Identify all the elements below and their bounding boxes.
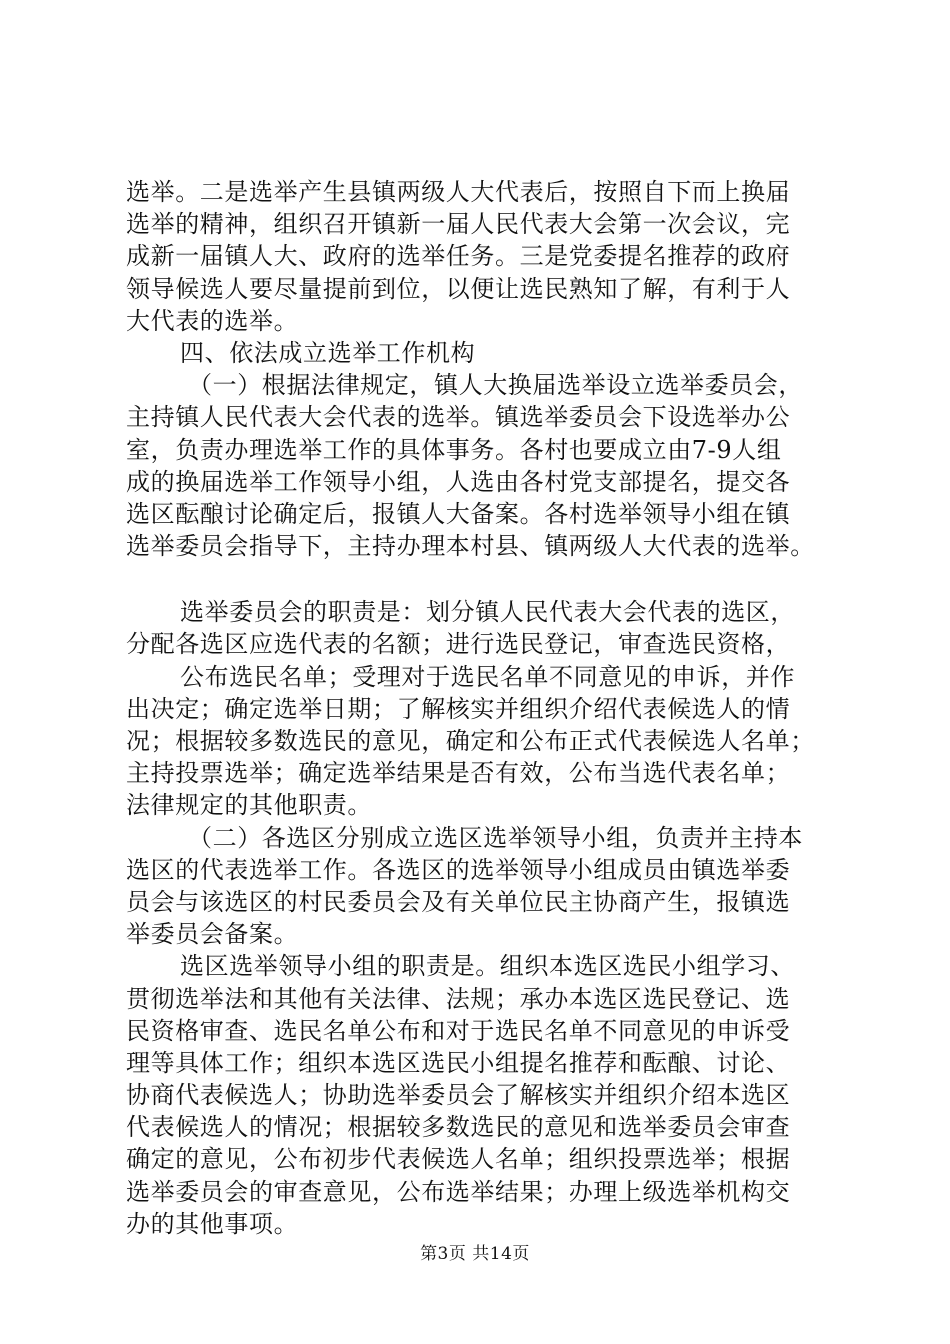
text-line: 员会与该选区的村民委员会及有关单位民主协商产生，报镇选 [126,887,791,916]
text-line: 选举委员会的审查意见，公布选举结果；办理上级选举机构交 [126,1177,791,1206]
text-line: 成的换届选举工作领导小组，人选由各村党支部提名，提交各 [126,467,791,496]
text-line: 办的其他事项。 [126,1209,299,1238]
text-line: 选区酝酿讨论确定后，报镇人大备案。各村选举领导小组在镇 [126,499,791,528]
text-line: 法律规定的其他职责。 [126,791,372,820]
section-heading: 四、依法成立选举工作机构 [180,338,476,367]
text-line: 况；根据较多数选民的意见，确定和公布正式代表候选人名单； [126,727,815,755]
text-line: 分配各选区应选代表的名额；进行选民登记，审查选民资格， [126,630,791,659]
text-line: 选区的代表选举工作。各选区的选举领导小组成员由镇选举委 [126,855,791,884]
text-line: 协商代表候选人；协助选举委员会了解核实并组织介绍本选区 [126,1081,791,1110]
text-line: 出决定；确定选举日期；了解核实并组织介绍代表候选人的情 [126,694,791,723]
text-line: 选举。二是选举产生县镇两级人大代表后，按照自下而上换届 [126,178,791,206]
paragraph-first-line: （二）各选区分别成立选区选举领导小组，负责并主持本 [188,823,803,852]
paragraph-first-line: 选区选举领导小组的职责是。组织本选区选民小组学习、 [180,952,795,981]
text-line: 举委员会备案。 [126,920,299,949]
text-line: 确定的意见，公布初步代表候选人名单；组织投票选举；根据 [126,1145,791,1174]
page-number-footer: 第3页 共14页 [420,1244,530,1264]
text-line: 大代表的选举。 [126,306,299,335]
text-line: 民资格审查、选民名单公布和对于选民名单不同意见的申诉受 [126,1016,791,1045]
paragraph-first-line: 公布选民名单；受理对于选民名单不同意见的申诉，并作 [180,662,795,691]
text-line: 室，负责办理选举工作的具体事务。各村也要成立由7-9人组 [126,435,782,464]
document-body [126,176,846,1240]
text-line: 理等具体工作；组织本选区选民小组提名推荐和酝酿、讨论、 [126,1048,791,1077]
paragraph-first-line: 选举委员会的职责是：划分镇人民代表大会代表的选区， [180,598,795,627]
text-line: 选举的精神，组织召开镇新一届人民代表大会第一次会议，完 [126,210,791,239]
text-line: 主持投票选举；确定选举结果是否有效，公布当选代表名单； [126,759,791,788]
paragraph-gap [126,562,846,596]
text-line: 成新一届镇人大、政府的选举任务。三是党委提名推荐的政府 [126,242,791,271]
text-line: 贯彻选举法和其他有关法律、法规；承办本选区选民登记、选 [126,984,791,1013]
text-line: 选举委员会指导下，主持办理本村县、镇两级人大代表的选举。 [126,532,815,561]
paragraph-first-line: （一）根据法律规定，镇人大换届选举设立选举委员会， [188,371,803,400]
text-line: 领导候选人要尽量提前到位，以便让选民熟知了解，有利于人 [126,274,791,303]
text-line: 代表候选人的情况；根据较多数选民的意见和选举委员会审查 [126,1113,791,1142]
text-line: 主持镇人民代表大会代表的选举。镇选举委员会下设选举办公 [126,403,791,432]
